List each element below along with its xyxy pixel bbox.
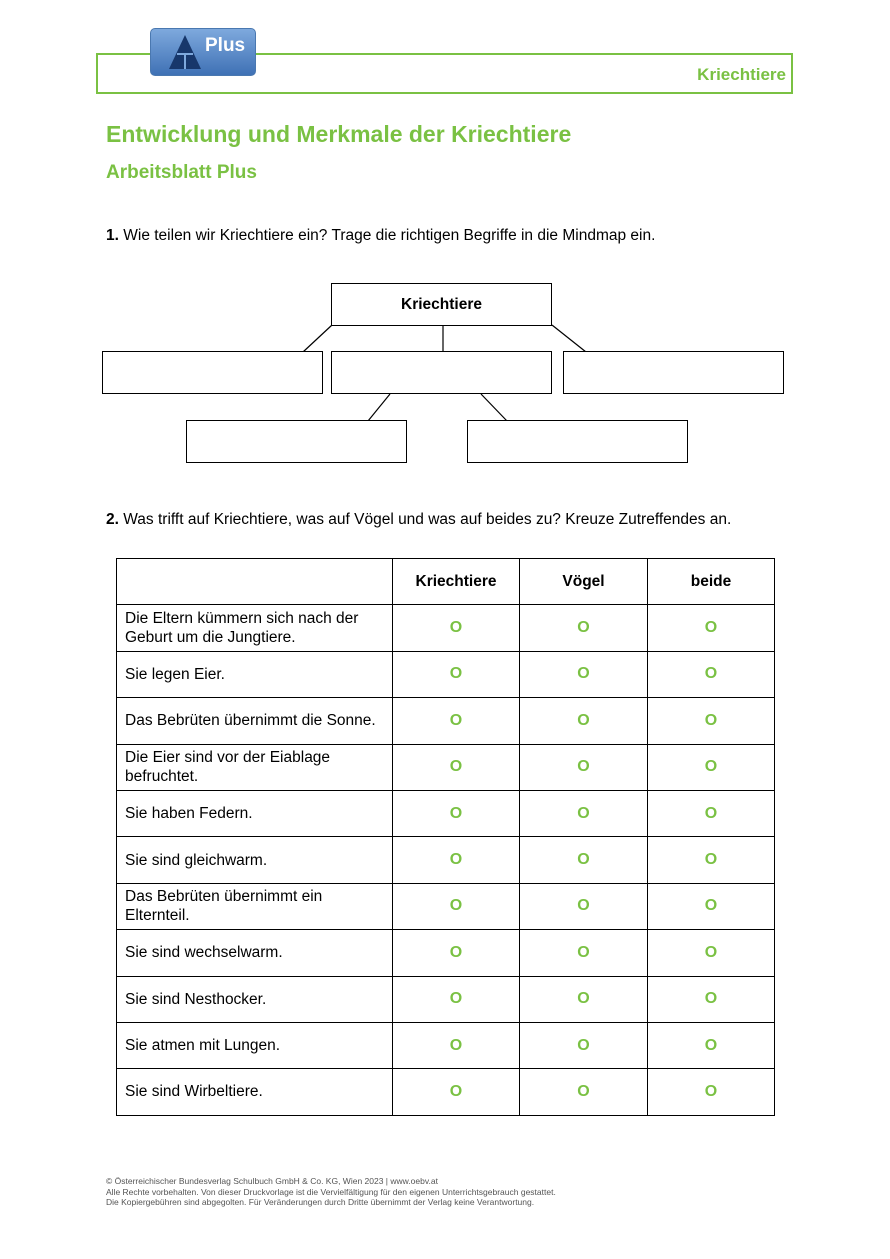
mindmap-connectors [0,0,890,520]
checkbox-kriechtiere[interactable]: O [393,651,520,697]
checkbox-beide[interactable]: O [648,698,775,744]
checkbox-kriechtiere[interactable]: O [393,1069,520,1115]
checkbox-kriechtiere[interactable]: O [393,1022,520,1068]
checkbox-kriechtiere[interactable]: O [393,837,520,883]
task-1-text: Wie teilen wir Kriechtiere ein? Trage die richtigen Begriffe in die Mindmap ein. [123,227,656,244]
table-header-row [117,559,775,605]
table-row [117,744,775,790]
table-row [117,930,775,976]
checkbox-kriechtiere[interactable]: O [393,744,520,790]
task-2 [106,511,731,529]
task-1-number: 1. [106,227,119,244]
checkbox-voegel[interactable]: O [520,744,648,790]
statement-cell: Die Eltern kümmern sich nach der Geburt um die Jungtiere. [117,605,393,651]
statement-cell: Sie haben Federn. [117,790,393,836]
statement-cell: Sie sind Wirbeltiere. [117,1069,393,1115]
checkbox-voegel[interactable]: O [520,883,648,929]
footer-disclaimer: Die Kopiergebühren sind abgegolten. Für Veränderungen durch Dritte übernimmt der Verlag keine Verantwortung. [106,1197,535,1207]
checkbox-voegel[interactable]: O [520,698,648,744]
connector-left [303,325,332,352]
mindmap-answer-box-2[interactable] [331,351,552,394]
statement-cell: Sie sind wechselwarm. [117,930,393,976]
checkbox-voegel[interactable]: O [520,837,648,883]
header-beide: beide [648,559,775,605]
task-2-text: Was trifft auf Kriechtiere, was auf Vögel und was auf beides zu? Kreuze Zutreffendes an. [123,511,732,528]
table-row [117,883,775,929]
connector-sub-left [368,394,390,421]
logo-text: Plus [205,35,246,56]
classification-table [116,558,775,1116]
header-category: Kriechtiere [697,65,786,84]
checkbox-beide[interactable]: O [648,930,775,976]
header-voegel: Vögel [520,559,648,605]
table-row [117,976,775,1022]
checkbox-voegel[interactable]: O [520,790,648,836]
footer [106,1176,556,1208]
checkbox-voegel[interactable]: O [520,1022,648,1068]
checkbox-beide[interactable]: O [648,605,775,651]
statement-cell: Die Eier sind vor der Eiablage befruchtet. [117,744,393,790]
checkbox-kriechtiere[interactable]: O [393,790,520,836]
table-row [117,1022,775,1068]
mindmap-answer-box-5[interactable] [467,420,688,463]
statement-cell: Sie sind gleichwarm. [117,837,393,883]
checkbox-voegel[interactable]: O [520,605,648,651]
checkbox-beide[interactable]: O [648,976,775,1022]
mindmap-root-box [331,283,552,326]
checkbox-beide[interactable]: O [648,837,775,883]
page-subtitle: Arbeitsblatt Plus [106,162,257,183]
checkbox-beide[interactable]: O [648,1069,775,1115]
mindmap-answer-box-1[interactable] [102,351,323,394]
mindmap-answer-box-3[interactable] [563,351,784,394]
checkbox-voegel[interactable]: O [520,976,648,1022]
checkbox-beide[interactable]: O [648,883,775,929]
mindmap-answer-box-4[interactable] [186,420,407,463]
statement-cell: Sie legen Eier. [117,651,393,697]
footer-copyright: © Österreichischer Bundesverlag Schulbuch GmbH & Co. KG, Wien 2023 | www.oebv.at [106,1176,438,1186]
footer-rights: Alle Rechte vorbehalten. Von dieser Druckvorlage ist die Vervielfältigung für den eigenen Unterrichtsgebrauch gestattet. [106,1186,556,1197]
table-row [117,837,775,883]
checkbox-beide[interactable]: O [648,651,775,697]
header-empty [117,559,393,605]
connector-sub-right [481,394,507,421]
statement-cell: Sie atmen mit Lungen. [117,1022,393,1068]
table-row [117,698,775,744]
table-row [117,1069,775,1115]
statement-cell: Sie sind Nesthocker. [117,976,393,1022]
statement-cell: Das Bebrüten übernimmt ein Elternteil. [117,883,393,929]
checkbox-beide[interactable]: O [648,1022,775,1068]
checkbox-voegel[interactable]: O [520,651,648,697]
checkbox-beide[interactable]: O [648,744,775,790]
statement-cell: Das Bebrüten übernimmt die Sonne. [117,698,393,744]
mindmap-root-label: Kriechtiere [401,295,482,313]
task-2-number: 2. [106,511,119,528]
checkbox-kriechtiere[interactable]: O [393,605,520,651]
connector-right [552,325,586,352]
table-row [117,605,775,651]
checkbox-kriechtiere[interactable]: O [393,698,520,744]
checkbox-kriechtiere[interactable]: O [393,976,520,1022]
header-kriechtiere: Kriechtiere [393,559,520,605]
table-row [117,790,775,836]
checkbox-kriechtiere[interactable]: O [393,883,520,929]
checkbox-voegel[interactable]: O [520,930,648,976]
table-body [117,605,775,1115]
page-title: Entwicklung und Merkmale der Kriechtiere [106,121,572,147]
checkbox-kriechtiere[interactable]: O [393,930,520,976]
table-row [117,651,775,697]
checkbox-voegel[interactable]: O [520,1069,648,1115]
checkbox-beide[interactable]: O [648,790,775,836]
